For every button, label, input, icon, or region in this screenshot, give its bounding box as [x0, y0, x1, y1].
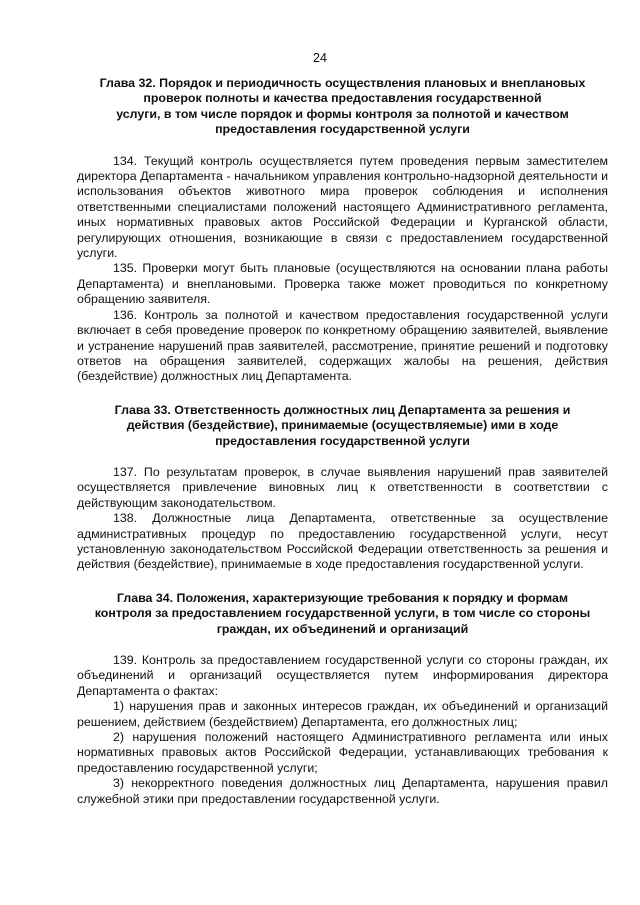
heading-line: предоставления государственной услуги — [215, 122, 470, 137]
heading-line: проверок полноты и качества предоставления государственной — [143, 91, 542, 106]
heading-line: предоставления государственной услуги — [215, 433, 470, 448]
paragraph-136: 136. Контроль за полнотой и качеством предоставления государственной услуги включает в себя проведение проверок по конкретному обращению заявителей, выявление и устранение нарушений прав заявителей, рассмотрение, принятие решений и подготовку ответов на обращения заявителей, содержащих жалобы на решения, действия (бездействие) должностных лиц Департамента. — [77, 307, 608, 384]
heading-line: услуги, в том числе порядок и формы контроля за полнотой и качеством — [116, 106, 569, 121]
heading-line: контроля за предоставлением государственной услуги, в том числе со стороны — [94, 606, 591, 621]
paragraph-137: 137. По результатам проверок, в случае выявления нарушений прав заявителей осуществляется привлечение виновных лиц к ответственности в соответствии с действующим законодательством. — [77, 464, 608, 510]
heading-line: Глава 34. Положения, характеризующие требования к порядку и формам — [116, 590, 569, 605]
heading-line: действия (бездействие), принимаемые (осуществляемые) ими в ходе — [126, 418, 559, 433]
paragraph-139: 139. Контроль за предоставлением государственной услуги со стороны граждан, их объединений и организаций осуществляется путем информирования директора Департамента о фактах: — [77, 653, 608, 698]
chapter-33-heading — [77, 403, 608, 449]
list-item-3: 3) некорректного поведения должностных лиц Департамента, нарушения правил служебной этики при предоставлении государственной услуги. — [77, 776, 608, 806]
heading-line: Глава 32. Порядок и периодичность осуществления плановых и внеплановых — [99, 76, 586, 90]
heading-line: Глава 33. Ответственность должностных лиц Департамента за решения и — [114, 402, 571, 417]
document-body — [77, 76, 608, 807]
list-item-2: 2) нарушения положений настоящего Административного регламента или иных нормативных правовых актов Российской Федерации, устанавливающих требования к предоставлению государственной услуги; — [77, 730, 608, 775]
paragraph-135: 135. Проверки могут быть плановые (осуществляются на основании плана работы Департамента) и внеплановыми. Проверка также может проводиться по конкретному обращению заявителя. — [77, 261, 608, 307]
chapter-32-heading — [77, 76, 608, 138]
page-number: 24 — [313, 51, 327, 65]
chapter-34-heading — [77, 591, 608, 637]
list-item-1: 1) нарушения прав и законных интересов граждан, их объединений и организаций решением, действием (бездействием) Департамента, его должностных лиц; — [77, 699, 608, 729]
heading-line: граждан, их объединений и организаций — [216, 621, 469, 636]
paragraph-138: 138. Должностные лица Департамента, ответственные за осуществление административных процедур по предоставлению государственной услуги, несут установленную законодательством Российской Федерации ответственность за решения и действия (бездействие), принимаемые в ходе предоставления государственной услуги. — [77, 511, 608, 572]
paragraph-134: 134. Текущий контроль осуществляется путем проведения первым заместителем директора Департамента - начальником управления контрольно-надзорной деятельности и использования объектов животного мира проверок соблюдения и исполнения ответственными специалистами положений настоящего Административного регламента, иных нормативных правовых актов Российской Федерации и Курганской области, регулирующих отношения, возникающие в связи с предоставлением государственной услуги. — [77, 153, 608, 261]
